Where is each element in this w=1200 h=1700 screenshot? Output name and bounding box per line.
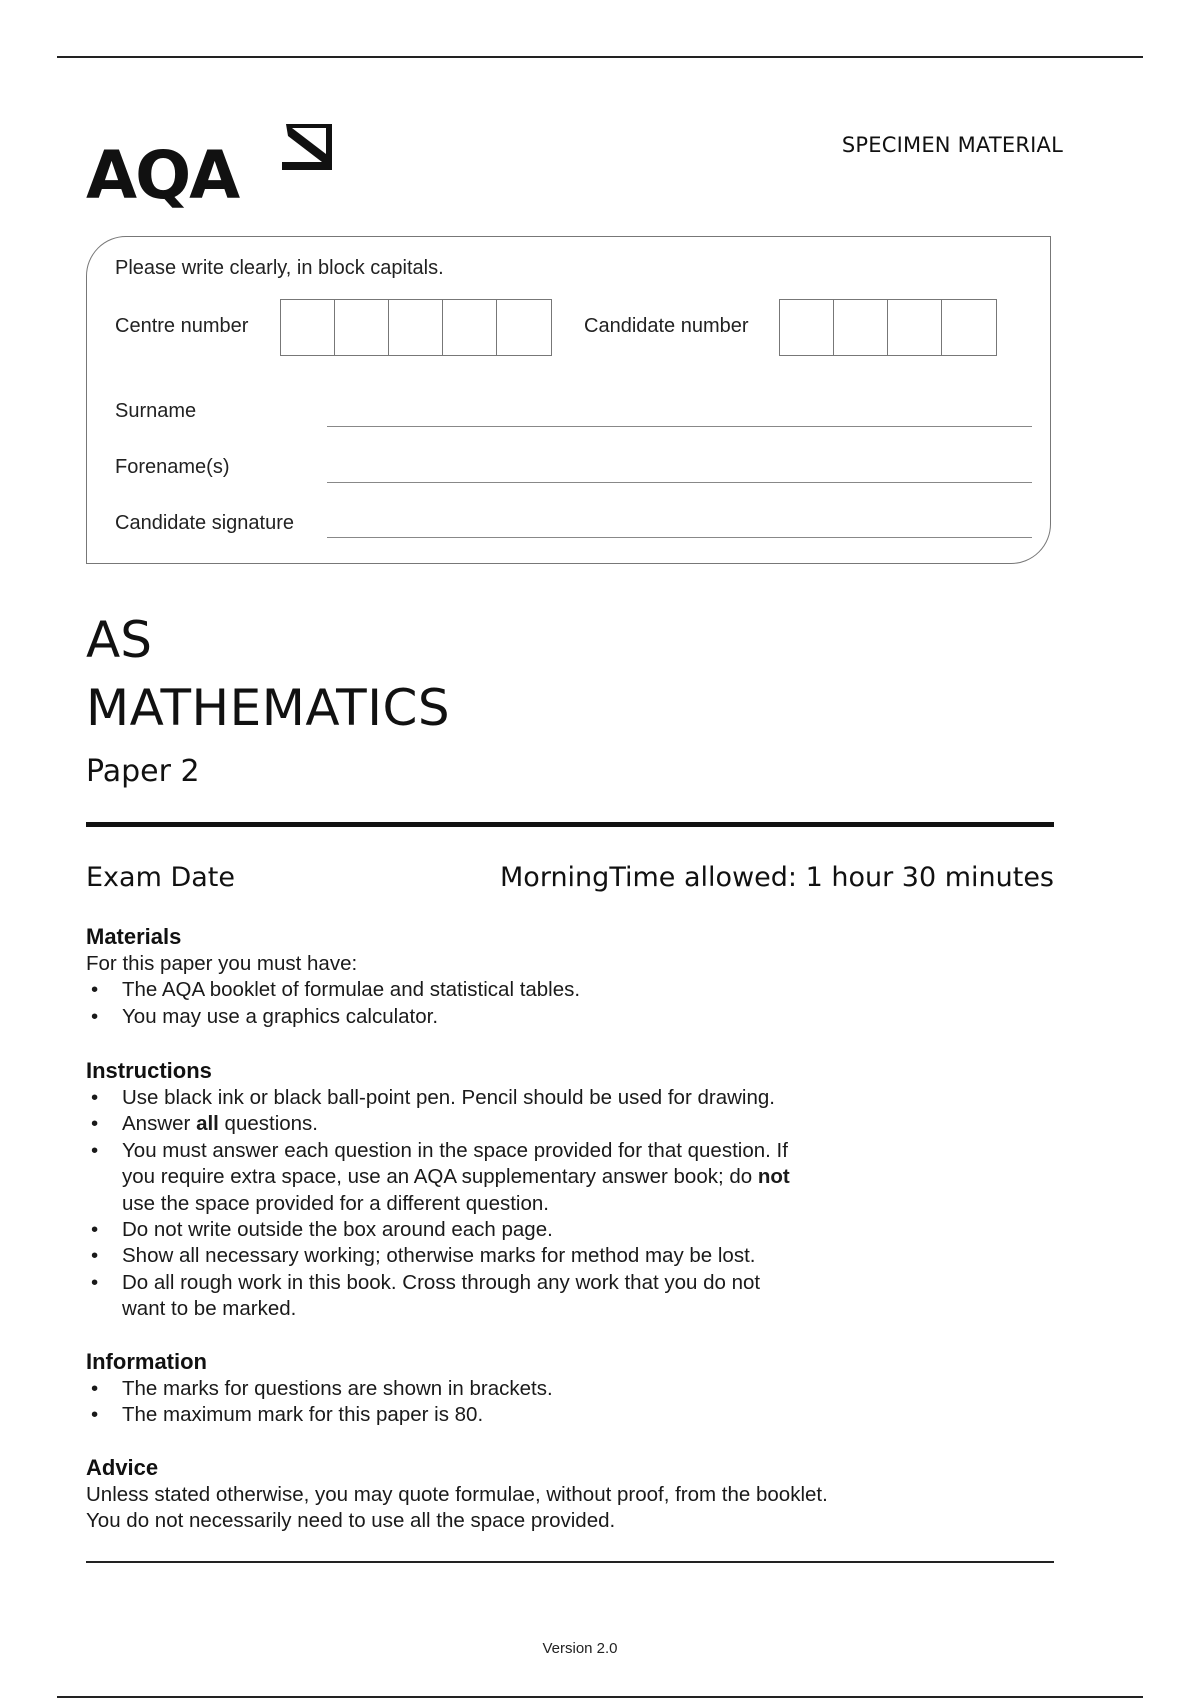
logo-text: AQA — [86, 137, 239, 214]
list-item: • Answer all questions. — [86, 1111, 986, 1137]
centre-digit-box[interactable] — [497, 300, 551, 355]
centre-number-boxes[interactable] — [280, 299, 552, 356]
qualification-level: AS — [86, 611, 152, 669]
list-item: • Use black ink or black ball-point pen. Pencil should be used for drawing. — [86, 1085, 986, 1111]
advice-line: Unless stated otherwise, you may quote formulae, without proof, from the booklet. — [86, 1483, 828, 1506]
list-item: • The AQA booklet of formulae and statistical tables. — [86, 977, 986, 1003]
centre-digit-box[interactable] — [281, 300, 335, 355]
centre-digit-box[interactable] — [389, 300, 443, 355]
candidate-number-label: Candidate number — [584, 315, 749, 337]
list-item: • Do not write outside the box around each page. — [86, 1217, 986, 1243]
aqa-logo — [86, 124, 346, 220]
centre-digit-box[interactable] — [443, 300, 497, 355]
list-item: • You may use a graphics calculator. — [86, 1004, 986, 1030]
aqa-logo-mark-icon — [282, 124, 332, 180]
centre-digit-box[interactable] — [335, 300, 389, 355]
list-item: • You must answer each question in the space provided for that question. If you require extra space, use an AQA supplementary answer book; do not use the space provided for a different question. — [86, 1138, 806, 1217]
block-capitals-instruction: Please write clearly, in block capitals. — [115, 257, 444, 279]
advice-heading: Advice — [86, 1455, 159, 1480]
materials-section — [86, 923, 986, 1030]
exam-session: Morning — [500, 862, 610, 893]
information-section — [86, 1348, 986, 1429]
bottom-rule — [57, 1696, 1143, 1698]
instructions-section — [86, 1057, 986, 1323]
list-item: • Do all rough work in this book. Cross through any work that you do not want to be marked. — [86, 1270, 806, 1323]
candidate-digit-box[interactable] — [834, 300, 888, 355]
surname-field[interactable] — [327, 397, 1032, 427]
surname-label: Surname — [115, 400, 197, 422]
subject-title: MATHEMATICS — [86, 679, 451, 737]
footer-divider — [86, 1561, 1054, 1563]
candidate-digit-box[interactable] — [888, 300, 942, 355]
title-divider — [86, 822, 1054, 827]
materials-heading: Materials — [86, 924, 182, 949]
paper-number: Paper 2 — [86, 754, 200, 789]
version-label: Version 2.0 — [542, 1640, 618, 1657]
materials-intro: For this paper you must have: — [86, 952, 358, 975]
top-rule — [57, 56, 1143, 58]
candidate-number-boxes[interactable] — [779, 299, 997, 356]
information-heading: Information — [86, 1349, 207, 1374]
advice-section — [86, 1454, 986, 1535]
specimen-material-label: SPECIMEN MATERIAL — [841, 133, 1063, 157]
list-item: • Show all necessary working; otherwise marks for method may be lost. — [86, 1243, 986, 1269]
instructions-heading: Instructions — [86, 1058, 212, 1083]
list-item: • The marks for questions are shown in brackets. — [86, 1376, 986, 1402]
candidate-digit-box[interactable] — [942, 300, 996, 355]
signature-field[interactable] — [327, 508, 1032, 538]
candidate-details-box — [86, 236, 1051, 564]
exam-date: Exam Date — [86, 862, 236, 893]
forenames-field[interactable] — [327, 453, 1032, 483]
centre-number-label: Centre number — [115, 315, 249, 337]
forenames-label: Forename(s) — [115, 456, 230, 478]
candidate-digit-box[interactable] — [780, 300, 834, 355]
time-allowed: Time allowed: 1 hour 30 minutes — [609, 862, 1054, 893]
list-item: • The maximum mark for this paper is 80. — [86, 1402, 986, 1428]
advice-line: You do not necessarily need to use all the space provided. — [86, 1509, 616, 1533]
signature-label: Candidate signature — [115, 512, 295, 534]
